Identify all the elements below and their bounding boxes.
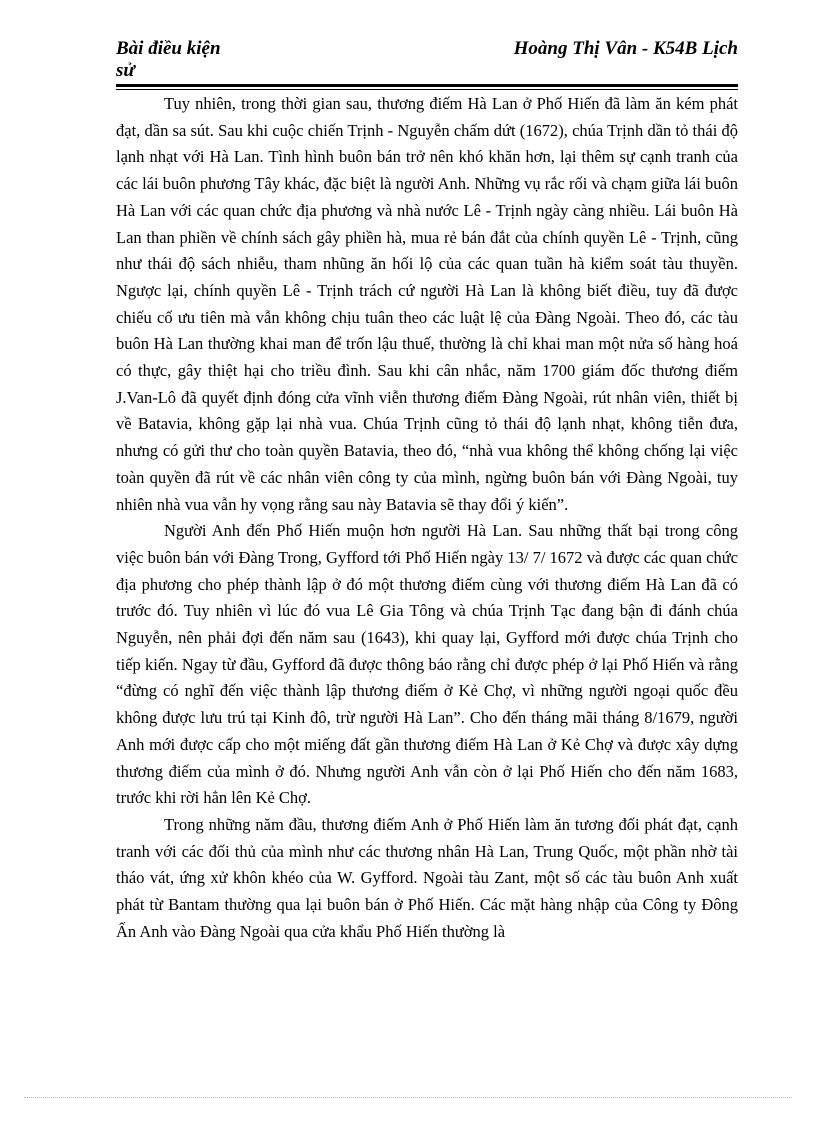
header-rule (116, 84, 738, 87)
page-bottom-border (24, 1097, 792, 1098)
page-header (116, 38, 738, 82)
paragraph-1: Tuy nhiên, trong thời gian sau, thương điếm Hà Lan ở Phố Hiến đã làm ăn kém phát đạt, dần sa sút. Sau khi cuộc chiến Trịnh - Nguyễn chấm dứt (1672), chúa Trịnh dần tỏ thái độ lạnh nhạt với Hà Lan. Tình hình buôn bán trở nên khó khăn hơn, lại thêm sự cạnh tranh của các lái buôn phương Tây khác, đặc biệt là người Anh. Những vụ rắc rối và chạm giữa lái buôn Hà Lan với các quan chức địa phương và nhà nước Lê - Trịnh ngày càng nhiều. Lái buôn Hà Lan than phiền về chính sách gây phiền hà, mua rẻ bán đắt của chính quyền Lê - Trịnh, cũng như thái độ sách nhiễu, tham nhũng ăn hối lộ của các quan tuần hà kiểm soát tàu thuyền. Ngược lại, chính quyền Lê - Trịnh trách cứ người Hà Lan là không biết điều, tuy đã được chiếu cố ưu tiên mà vẫn không chịu tuân theo các luật lệ của Đàng Ngoài. Theo đó, các tàu buôn Hà Lan thường khai man để trốn lậu thuế, thường là chỉ khai man một nửa số hàng hoá có thực, gây thiệt hại cho triều đình. Sau khi cân nhắc, năm 1700 giám đốc thương điếm J.Van-Lô đã quyết định đóng cửa vĩnh viễn thương điếm Đàng Ngoài, rút nhân viên, thiết bị về Batavia, không gặp lại nhà vua. Chúa Trịnh cũng tỏ thái độ lạnh nhạt, không tiễn đưa, nhưng có gửi thư cho toàn quyền Batavia, theo đó, “nhà vua không thể không chống lại việc toàn quyền đã rút về các nhân viên công ty của mình, ngừng buôn bán với Đàng Ngoài, tuy nhiên nhà vua vẫn hy vọng rằng sau này Batavia sẽ thay đổi ý kiến”. (116, 94, 738, 514)
header-right-title: Hoàng Thị Vân - K54B Lịch (513, 38, 738, 59)
paragraph-3: Trong những năm đầu, thương điếm Anh ở Phố Hiến làm ăn tương đối phát đạt, cạnh tranh với các đối thủ của mình như các thương nhân Hà Lan, Trung Quốc, một phần nhờ tài tháo vát, ứng xử khôn khéo của W. Gyfford. Ngoài tàu Zant, một số các tàu buôn Anh xuất phát từ Bantam thường qua lại buôn bán ở Phố Hiến. Các mặt hàng nhập của Công ty Đông Ấn Anh vào Đàng Ngoài qua cửa khẩu Phố Hiến thường là (116, 814, 738, 941)
paragraph-2: Người Anh đến Phố Hiến muộn hơn người Hà Lan. Sau những thất bại trong công việc buôn bán với Đàng Trong, Gyfford tới Phố Hiến ngày 13/ 7/ 1672 và được các quan chức địa phương cho phép thành lập ở đó một thương điếm cùng với thương điếm Hà Lan đã có trước đó. Tuy nhiên vì lúc đó vua Lê Gia Tông và chúa Trịnh Tạc đang bận đi đánh chúa Nguyễn, nên phải đợi đến năm sau (1643), khi quay lại, Gyfford mới được chúa Trịnh cho tiếp kiến. Ngay từ đầu, Gyfford đã được thông báo rằng chỉ được phép ở lại Phố Hiến và rằng “đừng có nghĩ đến việc thành lập thương điếm ở Kẻ Chợ, vì những người ngoại quốc đều không được lưu trú tại Kinh đô, trừ người Hà Lan”. Cho đến tháng mãi tháng 8/1679, người Anh mới được cấp cho một miếng đất gần thương điếm Hà Lan ở Kẻ Chợ và được xây dựng thương điếm của mình ở đó. Nhưng người Anh vẫn còn ở lại Phố Hiến cho đến năm 1683, trước khi rời hẳn lên Kẻ Chợ. (116, 521, 738, 808)
body-text (116, 91, 738, 946)
header-rule-thin (116, 89, 738, 90)
header-left-title: Bài điều kiện sử (116, 38, 221, 81)
